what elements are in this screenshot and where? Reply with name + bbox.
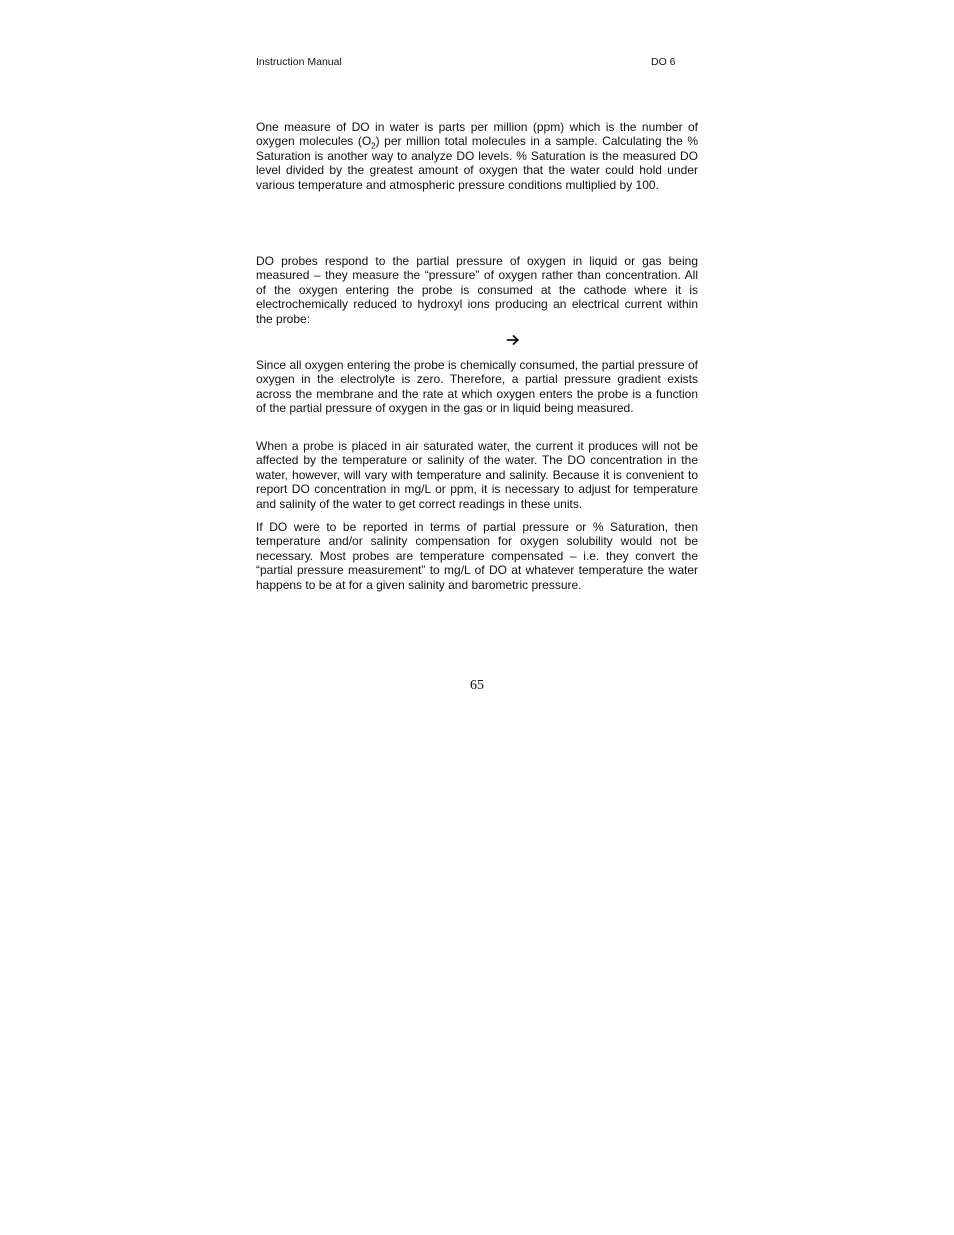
paragraph-partial-pressure: Since all oxygen entering the probe is chemically consumed, the partial pressure of oxygen in the electrolyte is zero. Therefore, a partial pressure gradient exists across the membrane and the rate at which oxygen enters the probe is a function of the partial pressure of oxygen in the gas or in liquid being measured.: [256, 358, 698, 416]
paragraph-do-measure: [256, 120, 698, 192]
paragraph-air-saturated: When a probe is placed in air saturated water, the current it produces will not be affected by the temperature or salinity of the water. The DO concentration in the water, however, will vary with temperature and salinity. Because it is convenient to report DO concentration in mg/L or ppm, it is necessary to adjust for temperature and salinity of the water to get correct readings in these units.: [256, 439, 698, 511]
subscript: 2: [371, 141, 376, 151]
header-title: Instruction Manual: [256, 56, 342, 68]
page-number: 65: [470, 678, 484, 693]
right-arrow-icon: [506, 333, 520, 347]
paragraph-text: ) per million total molecules in a sample. Calculating the % Saturation is another way to analyze DO levels. % Saturation is the measured DO level divided by the greatest amount of oxygen that the water could hold under various temperature and atmospheric pressure conditions multiplied by 100.: [256, 134, 698, 192]
paragraph-compensation: If DO were to be reported in terms of partial pressure or % Saturation, then temperature and/or salinity compensation for oxygen solubility would not be necessary. Most probes are temperature compensated – i.e. they convert the “partial pressure measurement” to mg/L of DO at whatever temperature the water happens to be at for a given salinity and barometric pressure.: [256, 520, 698, 592]
paragraph-text: One measure of DO in water is parts per million (ppm) which is the number of oxygen molecules (O: [256, 120, 698, 149]
header-section: DO 6: [651, 56, 676, 68]
paragraph-do-probes: DO probes respond to the partial pressure of oxygen in liquid or gas being measured – they measure the “pressure” of oxygen rather than concentration. All of the oxygen entering the probe is consumed at the cathode where it is electrochemically reduced to hydroxyl ions producing an electrical current within the probe:: [256, 254, 698, 326]
